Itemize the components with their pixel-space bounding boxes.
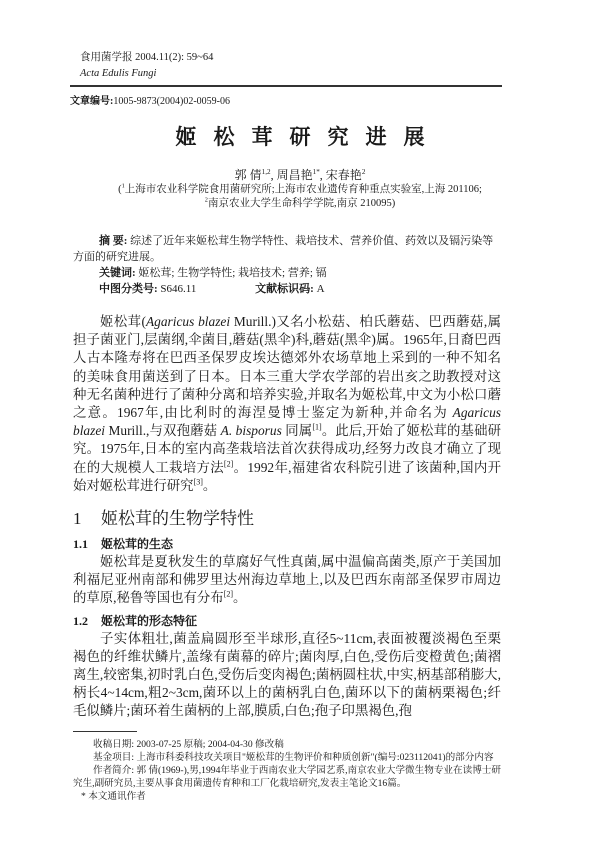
text-run: 。此后,开始了姬松茸的基础研究。1975年,日本的室内高垄栽培法首次获得成功,经努力改良才确立了现在的大规模人工栽培方法 [73,423,501,475]
subsection-heading [73,536,501,553]
abstract [73,233,501,265]
text-run: 。 [202,477,217,493]
section-heading [73,507,501,531]
text-run: 子实体粗壮,菌盖扁圆形至半球形,直径5~11cm,表面被覆淡褐色至栗褐色的纤维状鳞片,盖缘有菌幕的碎片;菌肉厚,白色,受伤后变橙黄色;菌褶离生,较密集,初时乳白色,受伤后变肉褐色;菌柄圆柱状,中实,柄基部稍膨大,柄长4~14cm,粗2~3cm,菌环以上的菌柄乳白色,菌环以下的菌柄栗褐色;纤毛似鳞片;菌环着生菌柄的上部,膜质,白色;孢子印黑褐色,孢 [73,630,501,719]
text-run: 。1992年,福建省农科院引进了该菌种,国内开始对姬松茸进行研究 [73,459,501,493]
journal-english-name: Acta Edulis Fungi [80,68,157,79]
text-run: 同属 [281,423,313,439]
affiliation-text: 上海市农业科学院食用菌研究所;上海市农业遗传育种重点实验室,上海 201106; [124,184,482,195]
footnote-received: 收稿日期: 2003-07-25 原稿; 2004-04-30 修改稿 [93,738,284,750]
classification [73,281,527,297]
citation-ref: [2] [223,589,234,599]
subsection-title: 姬松茸的形态特征 [101,613,198,628]
intro-paragraph [73,313,501,495]
abstract-text: 综述了近年来姬松茸生物学特性、栽培技术、营养价值、药效以及镉污染等方面的研究进展。 [73,235,494,263]
intro-section [73,313,501,495]
subsection-number: 1.1 [73,537,88,552]
morphology-section [73,630,501,721]
document-code-label: 文献标识码: [255,283,314,295]
footnote-fund: 基金项目: 上海市科委科技攻关项目"姬松茸的生物评价和种质创新"(编号:023112041)的部分内容 [93,751,494,763]
author: 郭 倩 [234,168,262,182]
citation-ref: [1] [312,422,322,432]
journal-header [80,50,501,82]
text-run: 姬松茸( [100,314,146,329]
author: 周昌艳 [276,168,313,182]
header-rule [70,85,502,87]
affiliation [0,197,600,211]
subsection-title: 姬松茸的生态 [101,537,174,552]
footnote-author-bio: 作者简介: 郭 倩(1969-),男,1994年毕业于西南农业大学园艺系,南京农业大学微生物专业在读博士研究生,副研究员,主要从事食用菌遗传育种和工厂化栽培研究,发表主笔论文16篇。 [73,764,501,789]
text-run: 姬松茸是夏秋发生的草腐好气性真菌,属中温偏高菌类,原产于美国加利福尼亚州南部和佛罗里达州海边草地上,以及巴西东南部圣保罗市周边的草原,秘鲁等国也有分布 [73,554,501,606]
author: 宋春艳 [325,168,362,182]
citation-ref: [3] [193,477,203,487]
species-name: A. bisporus [220,423,282,439]
keywords-label: 关键词: [99,267,136,279]
section-number: 1 [73,509,82,529]
article-number [70,95,501,109]
affiliation-text: 南京农业大学生命科学学院,南京 210095) [207,198,396,209]
affiliation-mark: 2 [204,196,208,204]
ecology-paragraph [73,553,501,608]
subsection-number: 1.2 [73,613,88,628]
article-number-label: 文章编号: [70,96,114,107]
ecology-section [73,553,501,608]
affiliation-mark: 1 [121,182,125,190]
section-title: 姬松茸的生物学特性 [101,509,254,529]
subsection-heading [73,613,501,630]
keywords-text: 姬松茸; 生物学特性; 栽培技术; 营养; 镉 [138,267,327,279]
author-affiliation-mark: 2 [361,168,366,176]
article-number-value: 1005-9873(2004)02-0059-06 [113,96,230,107]
footnote-corresponding-author: * 本文通讯作者 [81,790,146,802]
text-run: Murill.,与双孢蘑菇 [105,423,221,439]
classification-label: 中图分类号: [99,283,158,295]
species-name: Agaricus blazei [145,314,231,329]
keywords [73,265,527,281]
author-list: 郭 倩$^{1,2}$, 周昌艳$^{1*}$, 宋春艳$^2$ [234,168,366,182]
classification-value: S646.11 [160,283,197,295]
author-affiliation-mark: 1* [312,168,320,176]
footnote-rule [73,731,137,732]
text-run: 。 [233,590,247,606]
text-run: Murill.)又名小松菇、柏氏蘑菇、巴西蘑菇,属担子菌亚门,层菌纲,伞菌目,蘑菇(黑伞)科,蘑菇(黑伞)属。1965年,日裔巴西人古本隆寿将在巴西圣保罗皮埃达德郊外农场草地上采到的一种不知名的美味食用菌送到了日本。日本三重大学农学部的岩出亥之助教授对这种无名菌种进行了菌种分离和培养实验,并取名为姬松茸,中文为小松口蘑之意。1967年,由比利时的海涅曼博士鉴定为新种,并命名为 [73,314,501,421]
morphology-paragraph [73,630,501,721]
affiliation: ($^1$上海市农业科学院食用菌研究所;上海市农业遗传育种重点实验室,上海 201106; [118,182,482,195]
abstract-label: 摘 要: [99,235,128,247]
author-affiliation-mark: 1,2 [261,168,271,176]
citation-ref: [2] [223,459,234,469]
journal-citation: 食用菌学报 2004.11(2): 59~64 [80,52,214,63]
species-name: Agaricus blazei [73,405,501,439]
footnotes [73,738,501,803]
paper-title: 姬松茸研究进展 [175,125,442,149]
document-code-value: A [316,283,325,295]
